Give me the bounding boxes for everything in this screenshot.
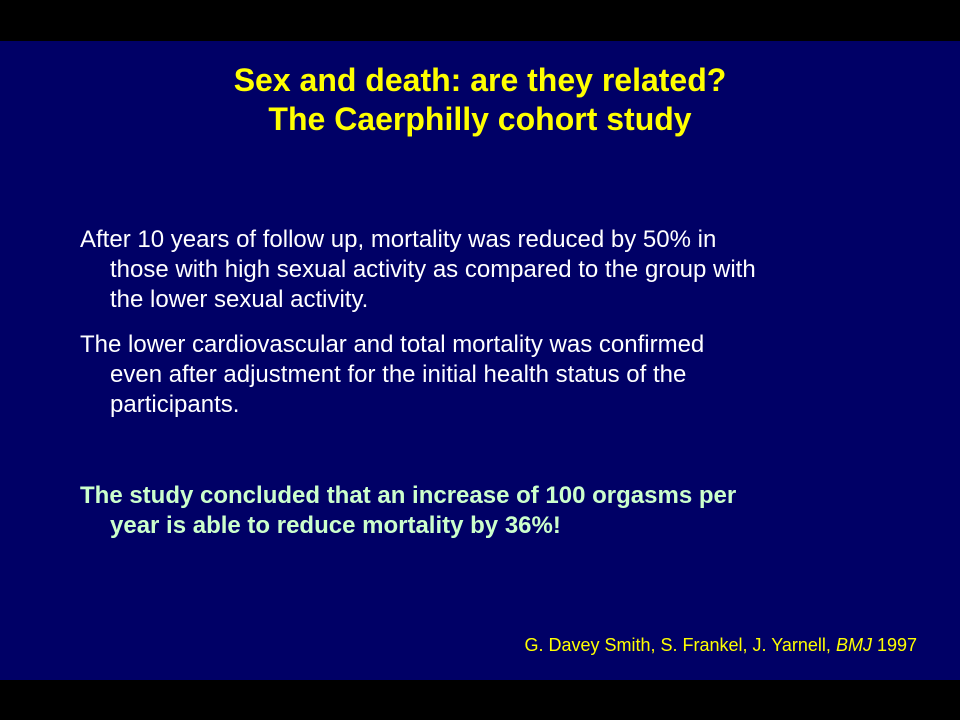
citation-authors: G. Davey Smith, S. Frankel, J. Yarnell, — [524, 635, 831, 655]
slide-title — [0, 61, 960, 139]
paragraph-line: The study concluded that an increase of 100 orgasms per — [80, 482, 737, 509]
paragraph-line: the lower sexual activity. — [110, 286, 369, 313]
citation — [524, 634, 917, 656]
presentation-slide — [0, 41, 960, 680]
paragraph-line: those with high sexual activity as compared to the group with — [110, 256, 756, 283]
citation-year: 1997 — [876, 635, 917, 655]
paragraph-line: After 10 years of follow up, mortality was reduced by 50% in — [80, 226, 717, 253]
title-line-2: The Caerphilly cohort study — [268, 101, 692, 137]
paragraph-line: even after adjustment for the initial health status of the — [110, 361, 687, 388]
citation-journal: BMJ — [835, 635, 872, 655]
paragraph-line: year is able to reduce mortality by 36%! — [110, 512, 561, 539]
body-paragraph-follow-up — [80, 225, 890, 315]
conclusion-paragraph — [80, 481, 890, 541]
body-paragraph-adjustment — [80, 330, 890, 420]
paragraph-line: participants. — [110, 391, 240, 418]
paragraph-line: The lower cardiovascular and total mortality was confirmed — [80, 331, 705, 358]
title-line-1: Sex and death: are they related? — [233, 62, 727, 98]
